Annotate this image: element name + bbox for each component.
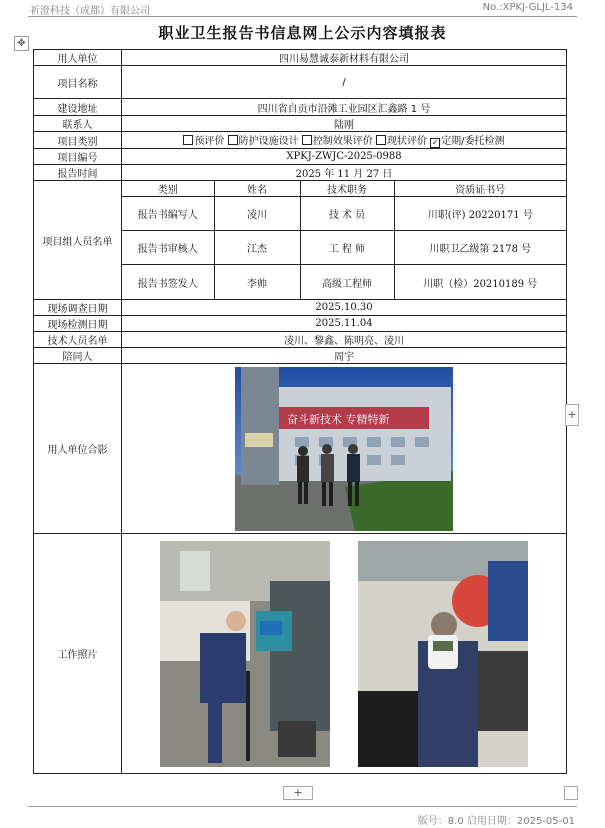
companion-label: 陪同人 bbox=[34, 348, 122, 364]
report-time-label: 报告时间 bbox=[34, 165, 122, 181]
work-photo-2[interactable] bbox=[358, 541, 528, 767]
team-role[interactable]: 报告书审核人 bbox=[122, 231, 214, 265]
team-header-title: 技术职务 bbox=[300, 181, 394, 197]
add-row-icon[interactable]: + bbox=[283, 786, 313, 800]
category-option-control-effect[interactable]: 控制效果评价 bbox=[302, 136, 373, 147]
project-name-value[interactable]: / bbox=[122, 66, 567, 99]
address-label: 建设地址 bbox=[34, 99, 122, 116]
disclosure-form-table bbox=[33, 49, 567, 774]
category-option-periodic-testing[interactable]: ✓ 定期/委托检测 bbox=[431, 136, 505, 147]
banner-text: 奋斗新技术 专精特新 bbox=[287, 412, 390, 426]
team-header-role: 类别 bbox=[122, 181, 214, 197]
test-date-value[interactable]: 2025.11.04 bbox=[122, 316, 567, 332]
category-label: 项目类别 bbox=[34, 132, 122, 149]
employer-label: 用人单位 bbox=[34, 50, 122, 66]
header-divider bbox=[28, 16, 577, 17]
header-company: 祈澄科技（成都）有限公司 bbox=[30, 6, 150, 17]
team-cert[interactable]: 川职(评) 20220171 号 bbox=[394, 197, 566, 231]
category-options bbox=[122, 132, 567, 149]
project-no-label: 项目编号 bbox=[34, 149, 122, 165]
team-cert[interactable]: 川职（检）20210189 号 bbox=[394, 265, 566, 299]
tech-staff-label: 技术人员名单 bbox=[34, 332, 122, 348]
checkbox-icon[interactable] bbox=[228, 135, 238, 145]
survey-date-value[interactable]: 2025.10.30 bbox=[122, 300, 567, 316]
footer-version: 版号：8.0 启用日期：2025-05-01 bbox=[417, 816, 575, 827]
companion-value[interactable]: 周宇 bbox=[122, 348, 567, 364]
team-name[interactable]: 江杰 bbox=[214, 231, 300, 265]
checkbox-icon[interactable] bbox=[302, 135, 312, 145]
form-title: 职业卫生报告书信息网上公示内容填报表 bbox=[158, 24, 447, 42]
tech-staff-value[interactable]: 凌川、黎鑫、陈明亮、凌川 bbox=[122, 332, 567, 348]
team-row bbox=[122, 197, 566, 231]
team-name[interactable]: 凌川 bbox=[214, 197, 300, 231]
test-date-label: 现场检测日期 bbox=[34, 316, 122, 332]
team-label: 项目组人员名单 bbox=[34, 181, 122, 300]
checkbox-icon[interactable] bbox=[183, 135, 193, 145]
group-photo-label: 用人单位合影 bbox=[34, 364, 122, 534]
project-name-label: 项目名称 bbox=[34, 66, 122, 99]
team-role[interactable]: 报告书签发人 bbox=[122, 265, 214, 299]
category-option-pre-evaluation[interactable]: 预评价 bbox=[183, 136, 224, 147]
category-option-status-evaluation[interactable]: 现状评价 bbox=[376, 136, 427, 147]
header-document-number: No.:XPKJ-GLJL-134 bbox=[482, 2, 573, 13]
work-photo-1[interactable] bbox=[160, 541, 330, 767]
team-row bbox=[122, 265, 566, 299]
team-table bbox=[122, 181, 566, 299]
address-value[interactable]: 四川省自贡市沿滩工业园区汇鑫路 1 号 bbox=[122, 99, 567, 116]
contact-value[interactable]: 陆刚 bbox=[122, 116, 567, 132]
category-option-protection-design[interactable]: 防护设施设计 bbox=[228, 136, 299, 147]
footer-divider bbox=[28, 806, 577, 807]
team-header-name: 姓名 bbox=[214, 181, 300, 197]
checkbox-icon[interactable] bbox=[376, 135, 386, 145]
survey-date-label: 现场调查日期 bbox=[34, 300, 122, 316]
add-column-icon[interactable]: + bbox=[565, 404, 579, 426]
team-row bbox=[122, 231, 566, 265]
team-title[interactable]: 高级工程师 bbox=[300, 265, 394, 299]
team-role[interactable]: 报告书编写人 bbox=[122, 197, 214, 231]
team-title[interactable]: 工 程 师 bbox=[300, 231, 394, 265]
checkbox-checked-icon[interactable]: ✓ bbox=[431, 138, 439, 147]
team-title[interactable]: 技 术 员 bbox=[300, 197, 394, 231]
employer-value[interactable]: 四川易慧诚泰新材料有限公司 bbox=[122, 50, 567, 66]
contact-label: 联系人 bbox=[34, 116, 122, 132]
project-no-value[interactable]: XPKJ-ZWJC-2025-0988 bbox=[122, 149, 567, 165]
team-header-cert: 资质证书号 bbox=[394, 181, 566, 197]
report-time-value[interactable]: 2025 年 11 月 27 日 bbox=[122, 165, 567, 181]
table-resize-handle-icon[interactable] bbox=[564, 786, 578, 800]
work-photos-label: 工作照片 bbox=[34, 534, 122, 774]
team-cert[interactable]: 川职卫乙级第 2178 号 bbox=[394, 231, 566, 265]
group-photo[interactable] bbox=[235, 367, 453, 531]
table-move-handle-icon[interactable]: ✥ bbox=[14, 36, 29, 51]
team-name[interactable]: 李帅 bbox=[214, 265, 300, 299]
